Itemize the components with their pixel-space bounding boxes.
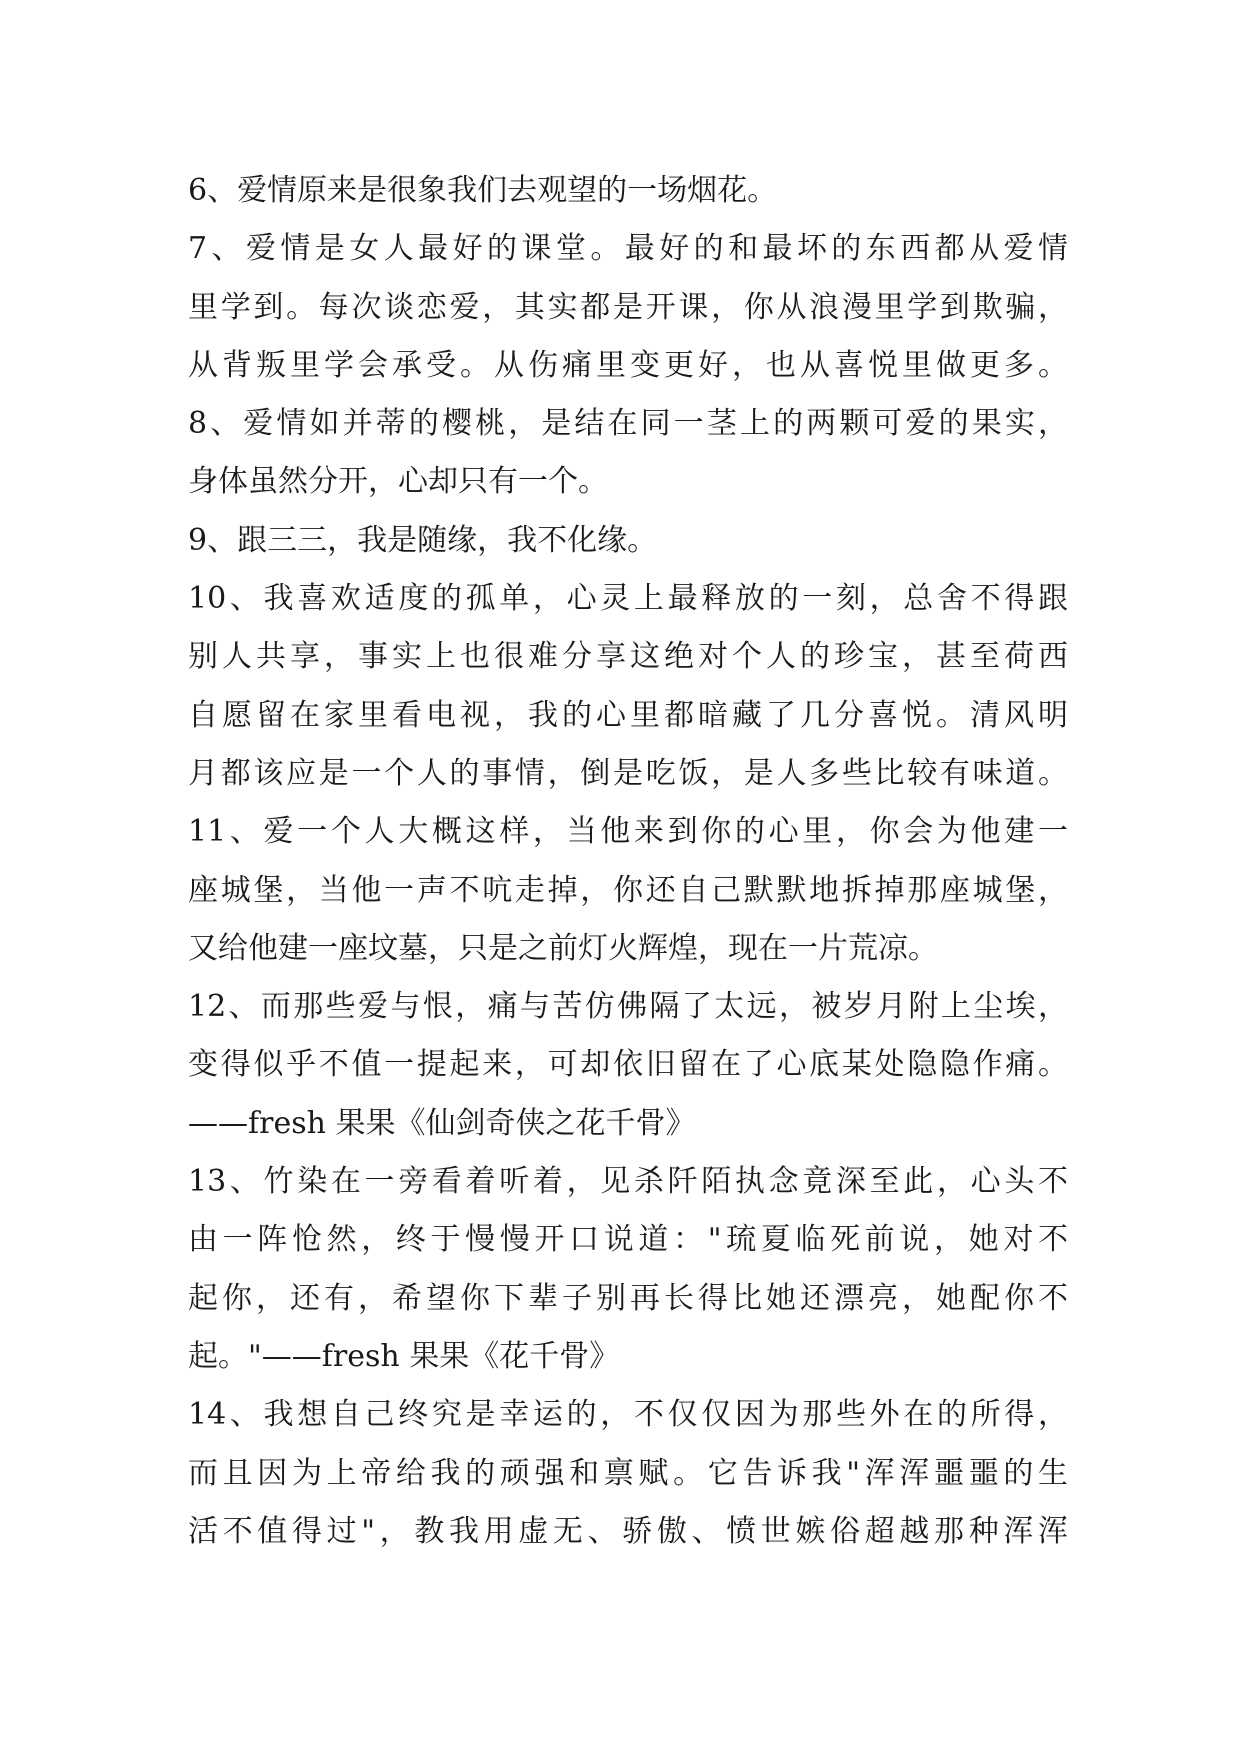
text-line-15: 12、而那些爱与恨，痛与苦仿佛隔了太远，被岁月附上尘埃， — [188, 989, 1068, 1025]
text-line-19: 由一阵怆然，终于慢慢开口说道："琉夏临死前说，她对不 — [188, 1222, 1068, 1258]
text-line-23: 而且因为上帝给我的顽强和禀赋。它告诉我"浑浑噩噩的生 — [188, 1455, 1068, 1491]
text-line-20: 起你，还有，希望你下辈子别再长得比她还漂亮，她配你不 — [188, 1280, 1068, 1316]
text-line-22: 14、我想自己终究是幸运的，不仅仅因为那些外在的所得， — [188, 1397, 1068, 1433]
text-line-16: 变得似乎不值一提起来，可却依旧留在了心底某处隐隐作痛。 — [188, 1047, 1068, 1083]
text-line-6: 身体虽然分开，心却只有一个。 — [188, 464, 608, 500]
text-line-9: 别人共享，事实上也很难分享这绝对个人的珍宝，甚至荷西 — [188, 639, 1068, 675]
text-line-17: ——fresh 果果《仙剑奇侠之花千骨》 — [188, 1105, 696, 1141]
text-line-21: 起。"——fresh 果果《花千骨》 — [188, 1338, 620, 1374]
text-line-11: 月都该应是一个人的事情，倒是吃饭，是人多些比较有味道。 — [188, 755, 1068, 791]
text-line-4: 从背叛里学会承受。从伤痛里变更好，也从喜悦里做更多。 — [188, 347, 1068, 383]
text-line-14: 又给他建一座坟墓，只是之前灯火辉煌，现在一片荒凉。 — [188, 930, 938, 966]
text-line-18: 13、竹染在一旁看着听着，见杀阡陌执念竟深至此，心头不 — [188, 1164, 1068, 1200]
text-line-7: 9、跟三三，我是随缘，我不化缘。 — [188, 522, 658, 558]
text-line-24: 活不值得过"，教我用虚无、骄傲、愤世嫉俗超越那种浑浑 — [188, 1513, 1068, 1549]
text-line-8: 10、我喜欢适度的孤单，心灵上最释放的一刻，总舍不得跟 — [188, 581, 1068, 617]
text-line-2: 7、爱情是女人最好的课堂。最好的和最坏的东西都从爱情 — [188, 231, 1068, 267]
text-line-3: 里学到。每次谈恋爱，其实都是开课，你从浪漫里学到欺骗， — [188, 289, 1068, 325]
text-line-10: 自愿留在家里看电视，我的心里都暗藏了几分喜悦。清风明 — [188, 697, 1068, 733]
text-line-5: 8、爱情如并蒂的樱桃，是结在同一茎上的两颗可爱的果实， — [188, 406, 1068, 442]
text-line-13: 座城堡，当他一声不吭走掉，你还自己默默地拆掉那座城堡， — [188, 872, 1068, 908]
text-line-1: 6、爱情原来是很象我们去观望的一场烟花。 — [188, 173, 778, 208]
document-body — [188, 162, 1068, 1561]
text-line-12: 11、爱一个人大概这样，当他来到你的心里，你会为他建一 — [188, 814, 1068, 850]
